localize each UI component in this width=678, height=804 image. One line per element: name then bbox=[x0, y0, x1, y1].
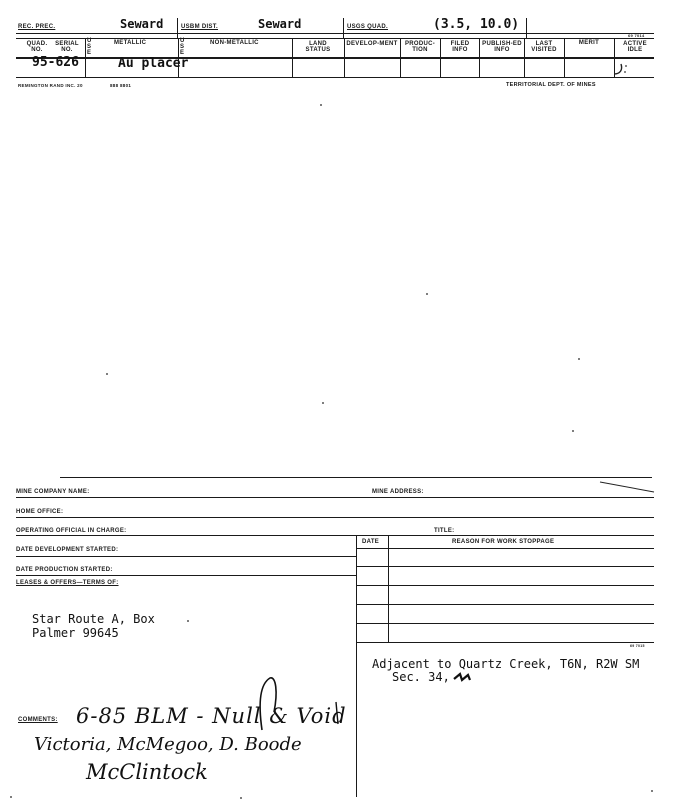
mine-company-label: MINE COMPANY NAME: bbox=[16, 489, 90, 495]
form-number: 69 7014 bbox=[628, 33, 645, 38]
scan-speck bbox=[651, 790, 653, 792]
address-line-1: Star Route A, Box bbox=[32, 612, 155, 626]
col-use-code-metallic: U S E bbox=[87, 38, 92, 56]
printer-label: REMINGTON RAND INC. 20 bbox=[18, 83, 83, 88]
usgs-quad-value: (3.5, 10.0) bbox=[433, 17, 520, 32]
quad-serial-value: 95-626 bbox=[32, 55, 79, 70]
card-edge-curl bbox=[598, 474, 656, 496]
scan-speck bbox=[106, 373, 108, 375]
comments-label: COMMENTS: bbox=[18, 717, 58, 723]
col-serial-no: SERIAL NO. bbox=[55, 41, 79, 53]
scan-speck bbox=[426, 293, 428, 295]
scan-speck bbox=[320, 104, 322, 106]
mine-address-label: MINE ADDRESS: bbox=[372, 489, 424, 495]
col-last-visited: LAST VISITED bbox=[531, 41, 557, 53]
printer-codes: 888 8801 bbox=[110, 83, 132, 88]
col-production: PRODUC-TION bbox=[404, 41, 436, 53]
col-metallic: METALLIC bbox=[114, 40, 147, 46]
scan-speck bbox=[10, 796, 12, 798]
date-prod-label: DATE PRODUCTION STARTED: bbox=[16, 567, 113, 573]
scan-speck bbox=[187, 620, 189, 622]
scan-speck bbox=[578, 358, 580, 360]
reason-col-label: REASON FOR WORK STOPPAGE bbox=[452, 539, 555, 545]
handwriting-line-1: 6-85 BLM - Null & Void bbox=[76, 704, 347, 728]
col-non-metallic: NON-METALLIC bbox=[210, 40, 259, 46]
strikeout-mark bbox=[452, 671, 476, 683]
scan-speck bbox=[322, 402, 324, 404]
col-active-idle: ACTIVE IDLE bbox=[623, 41, 647, 53]
address-line-2: Palmer 99645 bbox=[32, 626, 119, 640]
col-filed-info: FILED INFO bbox=[450, 41, 470, 53]
rec-prec-label: REC. PREC. bbox=[18, 24, 56, 30]
col-development: DEVELOP-MENT bbox=[346, 41, 398, 47]
rec-prec-value: Seward bbox=[120, 17, 164, 31]
col-land-status: LAND STATUS bbox=[305, 41, 331, 53]
scan-speck bbox=[240, 797, 242, 799]
leases-label: LEASES & OFFERS—TERMS OF: bbox=[16, 580, 119, 586]
pencil-mark bbox=[608, 58, 634, 80]
date-dev-label: DATE DEVELOPMENT STARTED: bbox=[16, 547, 119, 553]
handwriting-line-2: Victoria, McMegoo, D. Boode bbox=[34, 734, 302, 755]
col-merit: MERIT bbox=[578, 40, 600, 46]
col-use-code-nonmetallic: U S E bbox=[180, 38, 185, 56]
usgs-quad-label: USGS QUAD. bbox=[347, 24, 389, 30]
back-form-number: 69 7015 bbox=[630, 644, 645, 648]
col-published-info: PUBLISH-ED INFO bbox=[482, 41, 522, 53]
scan-speck bbox=[572, 430, 574, 432]
col-quad-no: QUAD. NO. bbox=[26, 41, 48, 53]
usbm-dist-value: Seward bbox=[258, 17, 302, 31]
home-office-label: HOME OFFICE: bbox=[16, 509, 64, 515]
handwriting-line-3: McClintock bbox=[86, 760, 208, 784]
title-label: TITLE: bbox=[434, 528, 455, 534]
location-line-1: Adjacent to Quartz Creek, T6N, R2W SM bbox=[372, 657, 640, 671]
usbm-dist-label: USBM DIST. bbox=[181, 24, 219, 30]
metallic-value: Au placer bbox=[118, 56, 189, 71]
date-col-label: DATE bbox=[362, 539, 380, 545]
operating-official-label: OPERATING OFFICIAL IN CHARGE: bbox=[16, 528, 127, 534]
agency-label: TERRITORIAL DEPT. OF MINES bbox=[506, 82, 596, 88]
location-line-2: Sec. 34, bbox=[392, 670, 450, 684]
